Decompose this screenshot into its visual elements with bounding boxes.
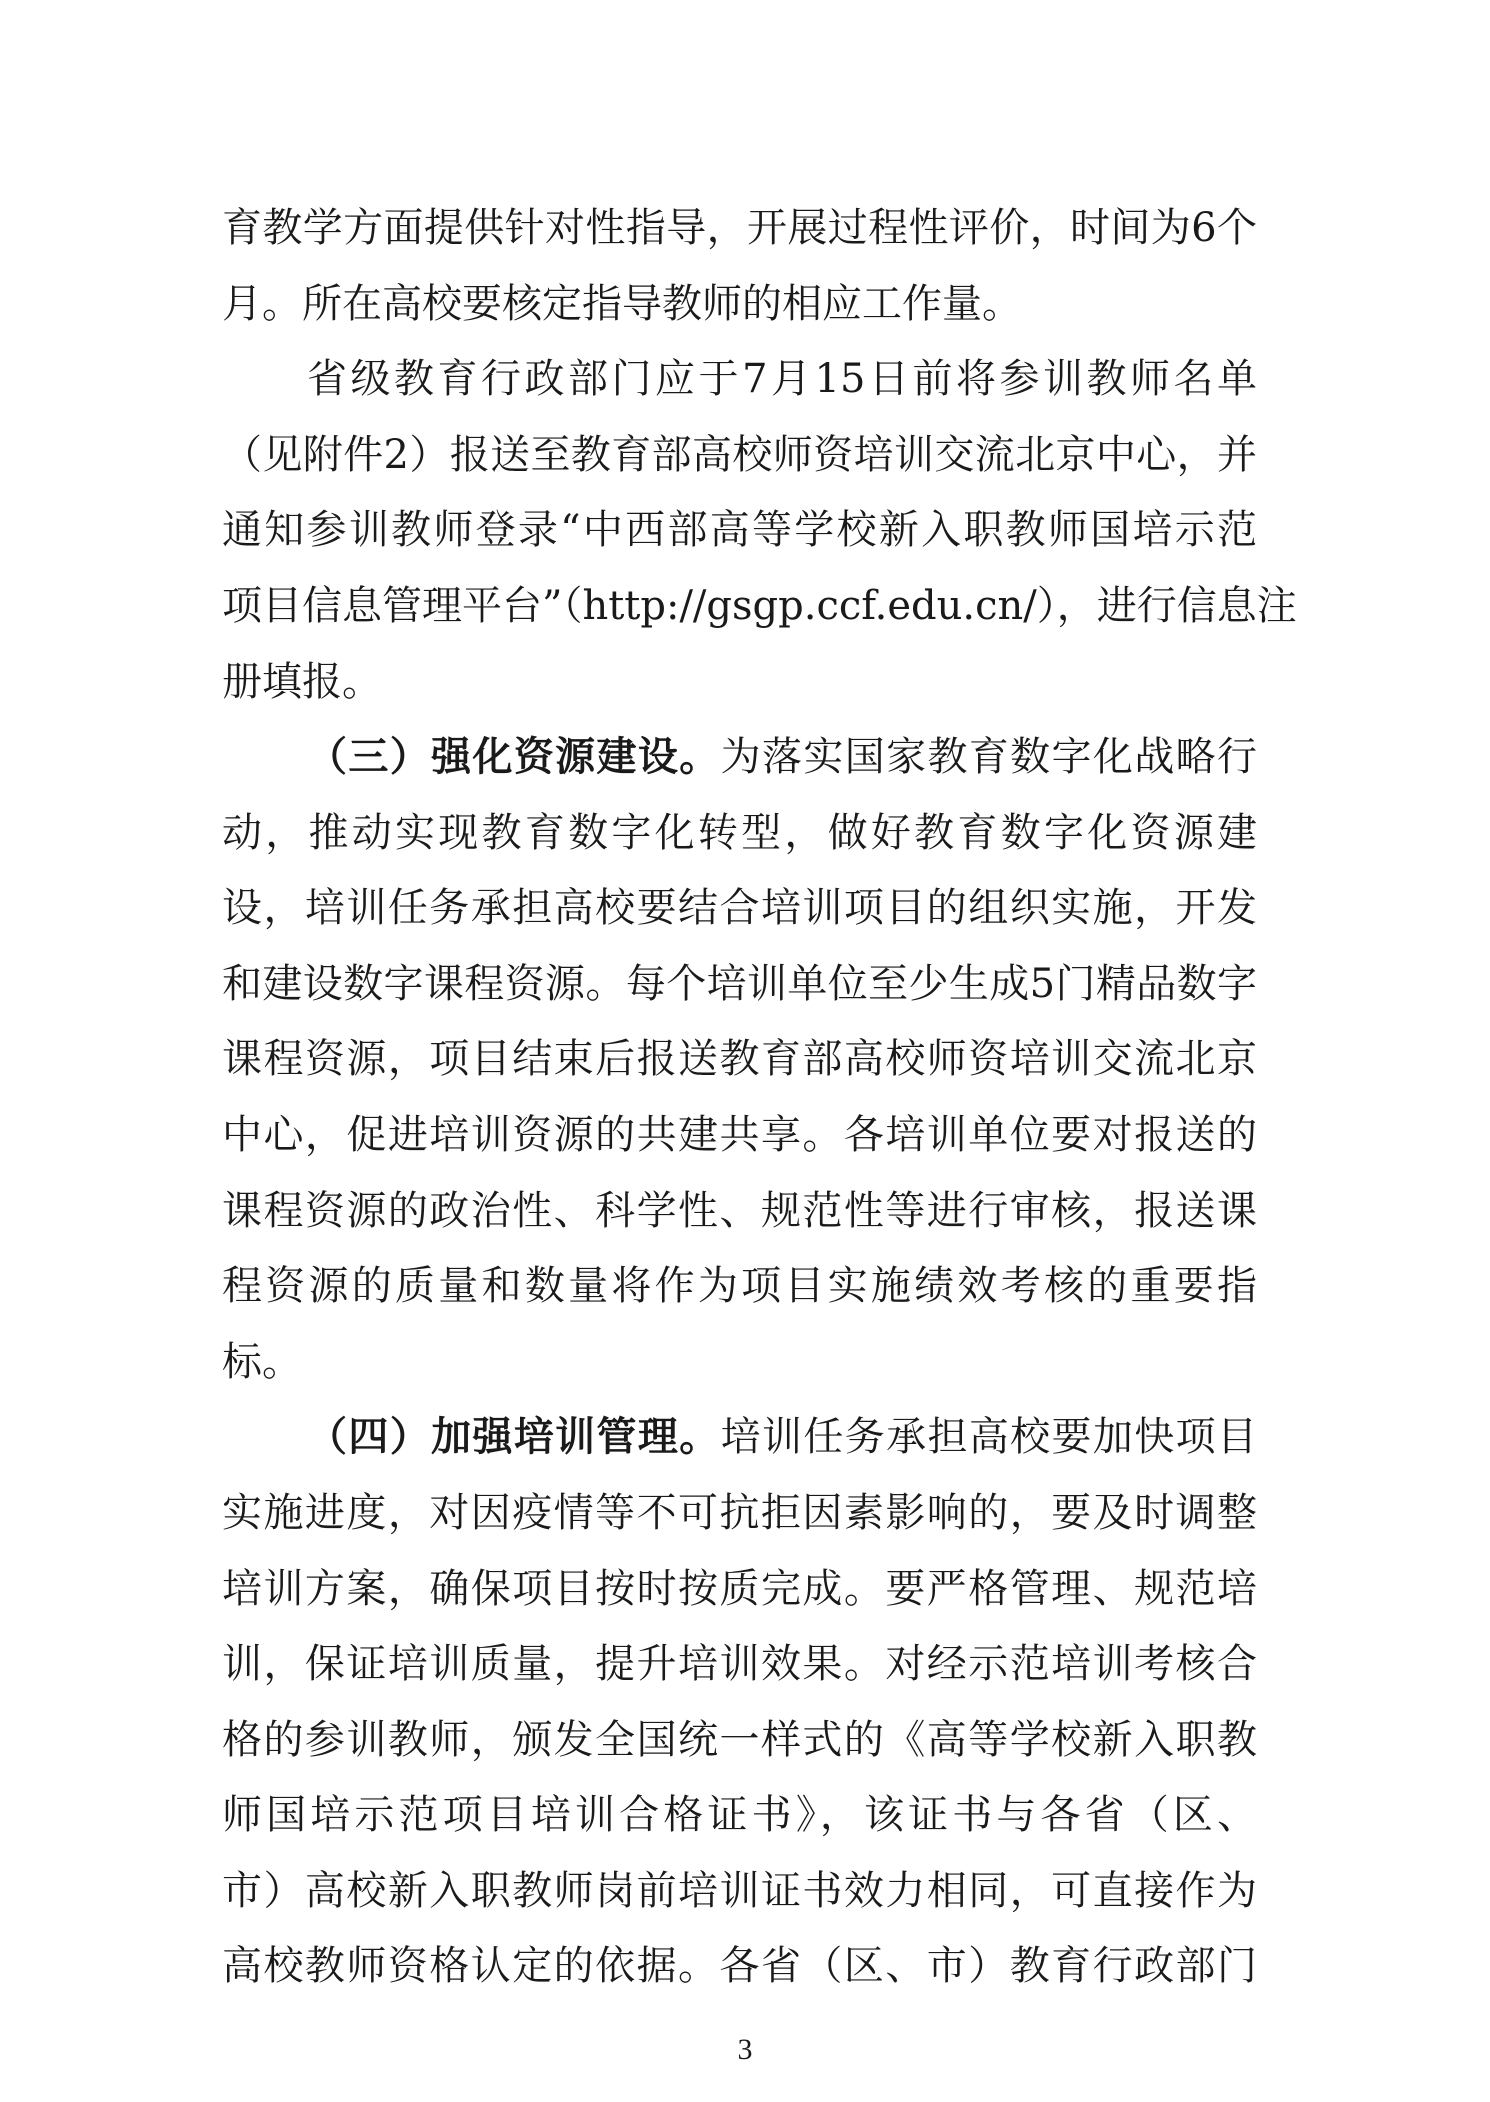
text-line: 省级教育行政部门应于7月15日前将参训教师名单 [307, 356, 1257, 402]
text-line: 实施进度，对因疫情等不可抗拒因素影响的，要及时调整 [222, 1490, 1257, 1536]
text-line: 培训方案，确保项目按时按质完成。要严格管理、规范培 [222, 1566, 1257, 1612]
text-line: 和建设数字课程资源。每个培训单位至少生成5门精品数字 [222, 961, 1257, 1007]
text-line: 高校教师资格认定的依据。各省（区、市）教育行政部门 [222, 1943, 1257, 1989]
text-line: 师国培示范项目培训合格证书》，该证书与各省（区、 [222, 1792, 1257, 1838]
section-4-first-line [307, 1405, 1257, 1469]
text-line: （见附件2）报送至教育部高校师资培训交流北京中心，并 [222, 432, 1257, 478]
page-number: 3 [737, 2033, 753, 2066]
text-line: 格的参训教师，颁发全国统一样式的《高等学校新入职教 [222, 1717, 1257, 1763]
text-line: 中心，促进培训资源的共建共享。各培训单位要对报送的 [222, 1112, 1257, 1158]
text-line: 育教学方面提供针对性指导，开展过程性评价，时间为6个 [222, 205, 1257, 251]
text-line: 课程资源，项目结束后报送教育部高校师资培训交流北京 [222, 1036, 1257, 1082]
text-line: 月。所在高校要核定指导教师的相应工作量。 [222, 281, 1022, 327]
text-line: 训，保证培训质量，提升培训效果。对经示范培训考核合 [222, 1641, 1257, 1687]
section-3-first-line [307, 725, 1257, 789]
text-line: 通知参训教师登录“中西部高等学校新入职教师国培示范 [222, 507, 1257, 553]
text-line: 为落实国家教育数字化战略行 [720, 734, 1258, 780]
text-line: 课程资源的政治性、科学性、规范性等进行审核，报送课 [222, 1188, 1257, 1234]
text-line: 培训任务承担高校要加快项目 [720, 1414, 1258, 1460]
section-3-heading: （三）强化资源建设。 [307, 733, 721, 780]
section-4-heading: （四）加强培训管理。 [307, 1413, 721, 1460]
text-line: 动，推动实现教育数字化转型，做好教育数字化资源建 [222, 810, 1257, 856]
text-line: 册填报。 [222, 659, 382, 705]
text-line: 程资源的质量和数量将作为项目实施绩效考核的重要指 [222, 1263, 1257, 1309]
text-line: 设，培训任务承担高校要结合培训项目的组织实施，开发 [222, 885, 1257, 931]
text-line: 项目信息管理平台”（http://gsgp.ccf.edu.cn/），进行信息注 [222, 583, 1297, 629]
text-line: 标。 [222, 1339, 302, 1385]
text-line: 市）高校新入职教师岗前培训证书效力相同，可直接作为 [222, 1868, 1257, 1914]
